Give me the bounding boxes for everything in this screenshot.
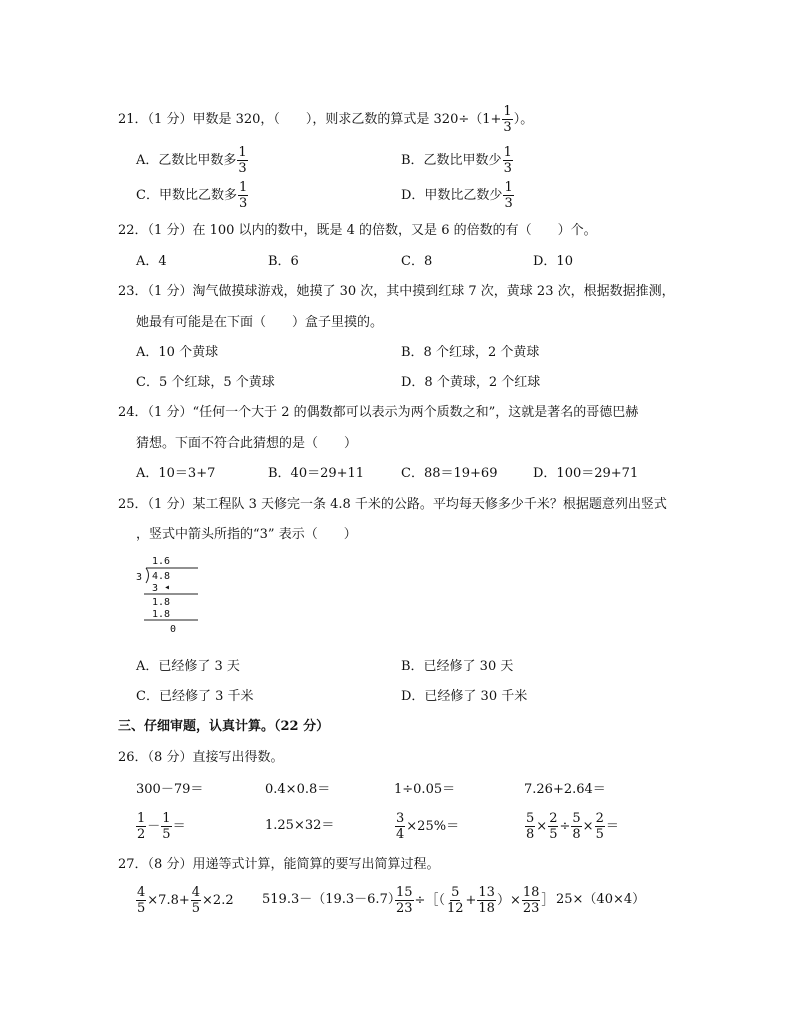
q27-expr-1: $\frac{4}{5}$ ×7.8+ $\frac{4}{5}$ ×2.2 <box>137 885 234 916</box>
arrow-icon: ◂ <box>164 582 171 593</box>
q22-stem: 22．（1 分）在 100 以内的数中，既是 4 的倍数，又是 6 的倍数的有（ ）个。 <box>118 223 597 238</box>
q22-option-b[interactable]: B．6 <box>268 254 299 269</box>
q22-option-c[interactable]: C．8 <box>401 254 433 269</box>
q21-option-b[interactable]: B．乙数比甲数少 $\frac{1}{3}$ <box>401 145 512 176</box>
q25-stem-line2: ，竖式中箭头所指的“3” 表示（ ） <box>136 527 357 542</box>
step-subtract-3: 3 <box>152 583 159 594</box>
q21-option-a[interactable]: A．乙数比甲数多 $\frac{1}{3}$ <box>136 145 247 176</box>
q26-item-2: 0.4×0.8＝ <box>265 782 331 797</box>
divisor: 3 <box>136 572 143 583</box>
q26-item-7: $\frac{3}{4}$ ×25%＝ <box>396 811 460 842</box>
step-bring-down: 1.8 <box>152 597 171 608</box>
q24-option-c[interactable]: C．88＝19+69 <box>401 466 498 481</box>
q23-stem-line1: 23．（1 分）淘气做摸球游戏，她摸了 30 次，其中摸到红球 7 次，黄球 23 次，根据数据推测， <box>118 284 675 299</box>
q23-option-b[interactable]: B．8 个红球，2 个黄球 <box>401 345 540 360</box>
q25-option-b[interactable]: B．已经修了 30 天 <box>401 659 514 674</box>
section-heading: 三、仔细审题，认真计算。（22 分） <box>118 719 330 734</box>
q23-option-d[interactable]: D．8 个黄球，2 个红球 <box>401 375 541 390</box>
q26-item-5: $\frac{1}{2}$ － $\frac{1}{5}$ ＝ <box>137 811 186 842</box>
q22-option-a[interactable]: A．4 <box>136 254 167 269</box>
fraction: $\frac{1}{3}$ <box>503 104 512 135</box>
q23-option-a[interactable]: A．10 个黄球 <box>136 345 219 360</box>
q21-option-c[interactable]: C．甲数比乙数多 $\frac{1}{3}$ <box>136 180 248 211</box>
q21-stem: 21．（1 分）甲数是 320，（ ），则求乙数的算式是 320÷（1+ $\frac{1}{3}$ ）。 <box>118 104 534 135</box>
q24-option-a[interactable]: A．10＝3+7 <box>136 466 216 481</box>
q26-item-8: $\frac{5}{8}$ × $\frac{2}{5}$ ÷ $\frac{5}{8}$ × $\frac{2}{5}$ ＝ <box>526 811 619 842</box>
q23-option-c[interactable]: C．5 个红球，5 个黄球 <box>136 375 275 390</box>
q24-option-d[interactable]: D．100＝29+71 <box>533 466 639 481</box>
q24-option-b[interactable]: B．40＝29+11 <box>268 466 365 481</box>
q24-stem-line2: 猜想。下面不符合此猜想的是（ ） <box>136 436 358 451</box>
step-subtract-18: 1.8 <box>152 609 171 620</box>
q26-item-6: 1.25×32＝ <box>265 818 335 833</box>
q22-option-d[interactable]: D．10 <box>533 254 573 269</box>
long-division-figure <box>134 555 200 643</box>
q27-title: 27．（8 分）用递等式计算，能简算的要写出简算过程。 <box>118 857 440 872</box>
q27-expr-2: 519.3－（19.3－6.7） <box>262 892 401 907</box>
q23-stem-line2: 她最有可能是在下面（ ）盒子里摸的。 <box>136 315 384 330</box>
remainder: 0 <box>170 624 177 635</box>
dividend: 4.8 <box>152 571 171 582</box>
q26-item-1: 300－79＝ <box>136 782 204 797</box>
q27-expr-4: 25×（40×4） <box>556 892 646 907</box>
q26-title: 26．（8 分）直接写出得数。 <box>118 750 284 765</box>
q25-option-a[interactable]: A．已经修了 3 天 <box>136 659 240 674</box>
q25-option-d[interactable]: D．已经修了 30 千米 <box>401 689 528 704</box>
q26-item-3: 1÷0.05＝ <box>394 782 456 797</box>
q25-stem-line1: 25．（1 分）某工程队 3 天修完一条 4.8 千米的公路。平均每天修多少千米？根据题意列出竖式 <box>118 497 667 512</box>
q25-option-c[interactable]: C．已经修了 3 千米 <box>136 689 254 704</box>
q26-item-4: 7.26+2.64＝ <box>524 782 606 797</box>
q27-expr-3: $\frac{15}{23}$ ÷［（ $\frac{5}{12}$ + $\frac{13}{18}$ ）× $\frac{18}{23}$ ］ <box>396 885 555 916</box>
quotient: 1.6 <box>152 556 171 567</box>
q21-option-d[interactable]: D．甲数比乙数少 $\frac{1}{3}$ <box>401 180 513 211</box>
q24-stem-line1: 24．（1 分）“任何一个大于 2 的偶数都可以表示为两个质数之和”，这就是著名的哥德巴赫 <box>118 405 639 420</box>
